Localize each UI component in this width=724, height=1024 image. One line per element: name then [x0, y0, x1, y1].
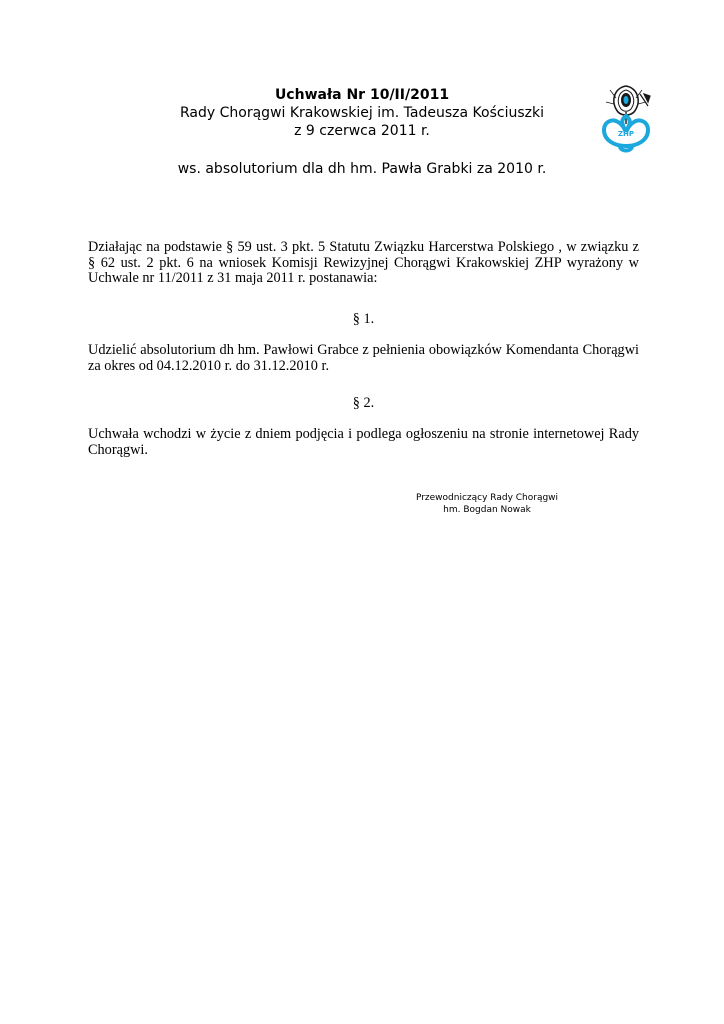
section-2-heading: § 2. — [352, 395, 375, 411]
council-name: Rady Chorągwi Krakowskiej im. Tadeusza Kościuszki — [180, 105, 544, 121]
axe-icon — [640, 94, 650, 106]
signatory-role: Przewodniczący Rady Chorągwi — [415, 493, 559, 503]
signature-block — [404, 492, 570, 516]
resolution-date: z 9 czerwca 2011 r. — [294, 123, 430, 139]
section-1-text: Udzielić absolutorium dh hm. Pawłowi Grabce z pełnienia obowiązków Komendanta Chorągwi za okres od 04.12.2010 r. do 31.12.2010 r. — [88, 342, 639, 374]
logo-text: ZHP — [617, 130, 635, 138]
section-1-heading: § 1. — [352, 311, 375, 327]
zhp-logo — [596, 80, 656, 156]
resolution-title: Uchwała Nr 10/II/2011 — [274, 87, 450, 103]
resolution-subject: ws. absolutorium dla dh hm. Pawła Grabki za 2010 r. — [177, 161, 547, 177]
signatory-name: hm. Bogdan Nowak — [443, 505, 531, 515]
intro-paragraph: Działając na podstawie § 59 ust. 3 pkt. 5 Statutu Związku Harcerstwa Polskiego , w związku z § 62 ust. 2 pkt. 6 na wniosek Komisji Rewizyjnej Chorągwi Krakowskiej ZHP wyrażony w Uchwale nr 11/2011 z 31 maja 2011 r. postanawia: — [88, 239, 639, 287]
document-header — [150, 86, 574, 178]
section-2-text: Uchwała wchodzi w życie z dniem podjęcia i podlega ogłoszeniu na stronie internetowej Rady Chorągwi. — [88, 426, 639, 458]
